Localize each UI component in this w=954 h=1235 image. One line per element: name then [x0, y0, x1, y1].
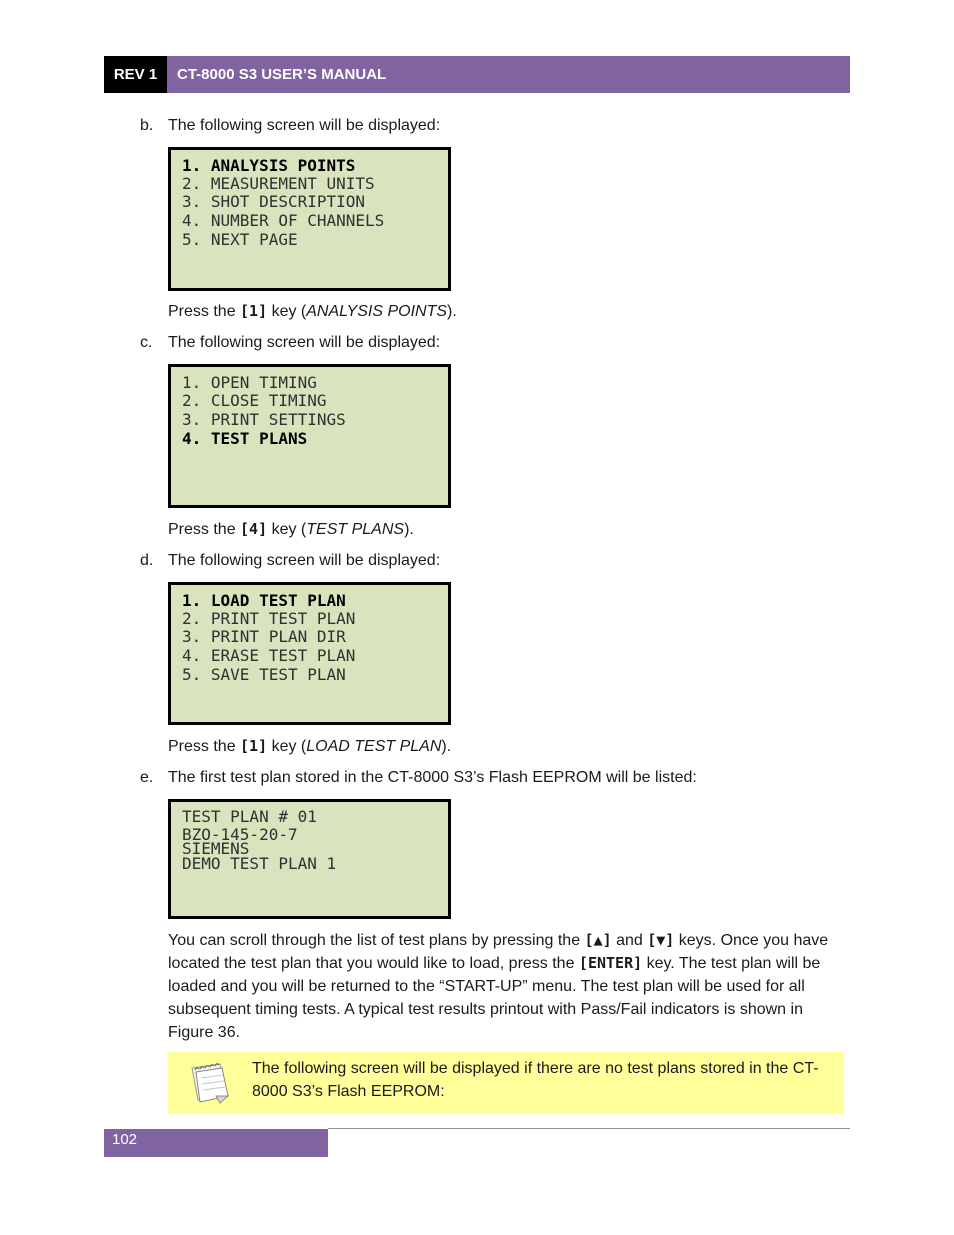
- note-text: The following screen will be displayed if there are no test plans stored in the CT-8000 S3’s Flash EEPROM:: [252, 1060, 819, 1100]
- lcd-line: 3. PRINT SETTINGS: [182, 410, 346, 429]
- instruction-text: Press the: [168, 738, 241, 755]
- lcd-screen-test-plan-listing: [168, 799, 451, 919]
- notepad-icon: [186, 1060, 234, 1104]
- instruction-text: key (: [267, 303, 307, 320]
- step-letter: c.: [140, 334, 153, 351]
- lcd-line: TEST PLAN # 01: [182, 807, 317, 826]
- step-c: [140, 333, 440, 353]
- instruction-text: ).: [441, 738, 452, 755]
- press-instruction: [168, 301, 457, 322]
- down-arrow-key: [▼]: [647, 931, 675, 949]
- instruction-text: ).: [404, 521, 414, 538]
- page-number: 102: [112, 1131, 138, 1148]
- lcd-line: 1. OPEN TIMING: [182, 373, 317, 392]
- press-instruction: [168, 519, 414, 540]
- step-text: The following screen will be displayed:: [168, 334, 441, 351]
- lcd-screen-main-menu: [168, 147, 451, 291]
- paragraph-text: You can scroll through the list of test plans by pressing the: [168, 932, 585, 949]
- lcd-line: 4. ERASE TEST PLAN: [182, 646, 356, 665]
- paragraph-text: key. The test plan will be loaded and you will be returned to the “START-UP” menu. The test plan will be used for all subsequent timing tests. A typical test results printout with Pass/Fail indicators is shown in Figure 36.: [168, 955, 821, 1041]
- up-arrow-key: [▲]: [584, 931, 612, 949]
- key-label: [1]: [240, 737, 268, 755]
- key-label: [1]: [240, 302, 268, 320]
- lcd-line: 2. MEASUREMENT UNITS: [182, 174, 375, 193]
- menu-option-name: ANALYSIS POINTS: [306, 303, 448, 320]
- lcd-line: 1. ANALYSIS POINTS: [182, 156, 356, 175]
- step-text: The following screen will be displayed:: [168, 117, 441, 134]
- footer-divider: [328, 1128, 850, 1129]
- lcd-screen-test-plans: [168, 582, 451, 725]
- lcd-line: SIEMENS: [182, 839, 250, 858]
- step-letter: b.: [140, 117, 154, 134]
- menu-option-name: LOAD TEST PLAN: [306, 738, 442, 755]
- instruction-text: key (: [267, 738, 307, 755]
- scroll-instructions-paragraph: [168, 929, 848, 1044]
- instruction-text: Press the: [168, 303, 241, 320]
- lcd-line: 5. SAVE TEST PLAN: [182, 665, 346, 684]
- lcd-line: 4. TEST PLANS: [182, 429, 308, 448]
- step-text: The first test plan stored in the CT-8000 S3’s Flash EEPROM will be listed:: [168, 769, 697, 786]
- lcd-line: 2. CLOSE TIMING: [182, 391, 327, 410]
- press-instruction: [168, 736, 451, 757]
- paragraph-text: keys. Once you have located the test plan that you would like to load, press the: [168, 932, 829, 972]
- step-d: [140, 551, 440, 571]
- step-letter: d.: [140, 552, 154, 569]
- lcd-screen-analysis-points: [168, 364, 451, 508]
- page-footer: [104, 1129, 328, 1157]
- lcd-line: 4. NUMBER OF CHANNELS: [182, 211, 385, 230]
- menu-option-name: TEST PLANS: [306, 521, 405, 538]
- step-e: [140, 768, 697, 788]
- step-b: [140, 116, 440, 136]
- step-letter: e.: [140, 769, 154, 786]
- lcd-line: 5. NEXT PAGE: [182, 230, 298, 249]
- note-box: [168, 1052, 844, 1114]
- instruction-text: Press the: [168, 521, 241, 538]
- page-header: [104, 56, 850, 93]
- lcd-line: 3. SHOT DESCRIPTION: [182, 192, 366, 211]
- lcd-line: DEMO TEST PLAN 1: [182, 854, 337, 873]
- enter-key: [ENTER]: [578, 954, 643, 972]
- instruction-text: key (: [267, 521, 307, 538]
- key-label: [4]: [240, 520, 268, 538]
- revision-label: REV 1: [104, 56, 167, 93]
- paragraph-text: and: [611, 932, 648, 949]
- step-text: The following screen will be displayed:: [168, 552, 441, 569]
- instruction-text: ).: [447, 303, 457, 320]
- lcd-line: 1. LOAD TEST PLAN: [182, 591, 346, 610]
- manual-title: CT-8000 S3 USER’S MANUAL: [177, 66, 387, 83]
- lcd-line: BZO-145-20-7: [182, 825, 298, 844]
- lcd-line: 2. PRINT TEST PLAN: [182, 609, 356, 628]
- lcd-line: 3. PRINT PLAN DIR: [182, 627, 346, 646]
